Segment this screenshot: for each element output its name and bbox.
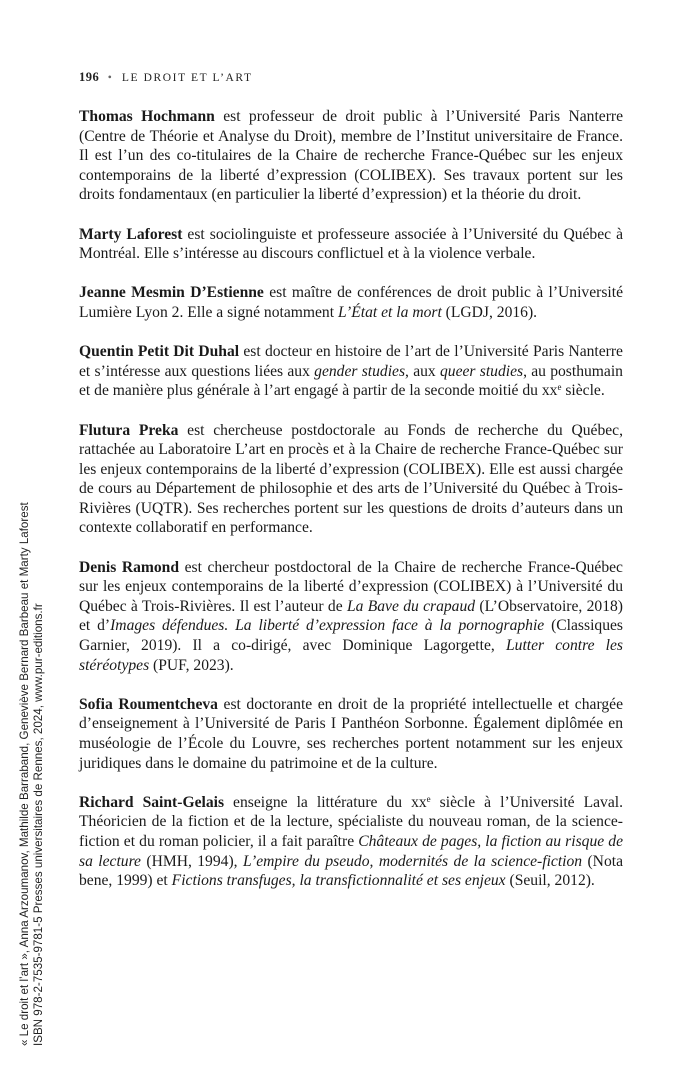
bio-paragraph xyxy=(79,695,623,773)
contributor-name: Quentin Petit Dit Duhal xyxy=(79,343,240,361)
bio-paragraph xyxy=(79,558,623,676)
bio-text: est docteur en histoire de l’art de l’Université Paris Nanterre et s’intéresse aux questions liées aux xyxy=(79,343,623,380)
bio-paragraph xyxy=(79,793,623,891)
bio-text: (Seuil, 2012). xyxy=(505,872,595,890)
bio-text: (HMH, 1994), xyxy=(140,852,243,870)
side-note-line-2: ISBN 978-2-7535-9781-5 Presses universitaires de Rennes, 2024, www.pur-editions.fr xyxy=(31,603,45,1046)
bio-text: est doctorante en droit de la propriété intellectuelle et chargée d’enseignement à l’Université de Paris I Panthéon Sorbonne. Également diplômée en muséologie de l’École du Louvre, ses recherches portent notamment sur les enjeux juridiques dans le domaine du patrimoine et de la culture. xyxy=(79,695,623,772)
contributor-name: Jeanne Mesmin D’Estienne xyxy=(79,284,264,302)
bio-text: est maître de conférences de droit public à l’Université Lumière Lyon 2. Elle a signé notamment xyxy=(79,284,623,321)
work-title: L’État et la mort xyxy=(337,303,442,321)
running-head-title: LE DROIT ET L’ART xyxy=(121,72,253,84)
bio-text: est chercheur postdoctoral de la Chaire de recherche France-Québec sur les enjeux contemporains de la liberté d’expression (COLIBEX) à l’Université du Québec à Trois-Rivières. Il est l’auteur de xyxy=(79,558,623,615)
work-title: Lutter contre les stéréotypes xyxy=(79,637,623,674)
contributor-name: Marty Laforest xyxy=(79,225,183,243)
bio-text: est chercheuse postdoctorale au Fonds de recherche du Québec, rattachée au Laboratoire L’art en procès et à la Chaire de recherche France-Québec sur les enjeux contemporains de la liberté d’expression (COLIBEX). Elle est aussi chargée de cours au Département de philosophie et des arts de l’Université du Québec à Trois-Rivières (UQTR). Ses recherches portent sur les questions de droits d’auteurs dans un contexte collaboratif en performance. xyxy=(79,421,623,537)
bio-text: enseigne la littérature du xx xyxy=(224,793,427,811)
bio-text: , au posthumain et de manière plus générale à l’art engagé à partir de la seconde moitié du xx xyxy=(79,362,623,400)
ordinal-superscript: e xyxy=(557,382,562,393)
bio-text: (Classiques Garnier, 2019). Il a co-dirigé, avec Dominique Lagorgette, xyxy=(79,617,623,655)
work-title: queer studies xyxy=(439,362,524,380)
contributor-name: Flutura Preka xyxy=(79,421,179,439)
work-title: L’empire du pseudo, modernités de la science-fiction xyxy=(242,852,583,870)
bio-text: est sociolinguiste et professeure associée à l’Université du Québec à Montréal. Elle s’intéresse au discours conflictuel et à la violence verbale. xyxy=(79,225,623,263)
bio-text: , aux xyxy=(405,362,440,380)
work-title: gender studies xyxy=(314,362,406,380)
side-note-line-1: « Le droit et l’art », Anna Arzoumanov, Mathilde Barraband, Geneviève Bernard Barbeau et Marty Laforest xyxy=(18,502,31,1046)
bio-text: siècle. xyxy=(561,382,605,400)
bio-text: (LGDJ, 2016). xyxy=(441,303,538,321)
work-title: La Bave du crapaud xyxy=(346,597,476,615)
contributor-name: Richard Saint-Gelais xyxy=(79,793,225,811)
bio-text: (Nota bene, 1999) et xyxy=(79,852,623,890)
contributor-name: Sofia Roumentcheva xyxy=(79,695,218,713)
contributor-name: Denis Ramond xyxy=(79,558,180,576)
contributor-name: Thomas Hochmann xyxy=(79,108,215,125)
bio-text: (PUF, 2023). xyxy=(149,656,234,674)
running-head xyxy=(79,70,253,85)
bio-paragraph xyxy=(79,283,623,322)
bullet-separator-icon: • xyxy=(107,72,114,84)
ordinal-superscript: e xyxy=(426,793,431,804)
contributors-list xyxy=(79,107,623,910)
bio-text: (L’Observatoire, 2018) et d’ xyxy=(79,597,623,635)
copyright-side-note xyxy=(18,502,45,1046)
bio-paragraph xyxy=(79,107,623,205)
bio-text: est professeur de droit public à l’Université Paris Nanterre (Centre de Théorie et Analyse du Droit), membre de l’Institut universitaire de France. Il est l’un des co-titulaires de la Chaire de recherche France-Québec sur les enjeux contemporains de la liberté d’expression (COLIBEX). Ses travaux portent sur les droits fondamentaux (en particulier la liberté d’expression) et la théorie du droit. xyxy=(79,108,624,204)
bio-text: siècle à l’Université Laval. Théoricien de la fiction et de la lecture, spécialiste du nouveau roman, de la science-fiction et du roman policier, il a fait paraître xyxy=(79,793,623,850)
bio-paragraph xyxy=(79,421,623,539)
work-title: Châteaux de pages, la fiction au risque de sa lecture xyxy=(79,832,623,870)
page-number: 196 xyxy=(79,70,100,84)
bio-paragraph xyxy=(79,225,623,264)
work-title: Fictions transfuges, la transfictionnalité et ses enjeux xyxy=(171,872,506,890)
bio-paragraph xyxy=(79,342,623,401)
work-title: Images défendues. La liberté d’expression face à la pornographie xyxy=(110,617,545,635)
